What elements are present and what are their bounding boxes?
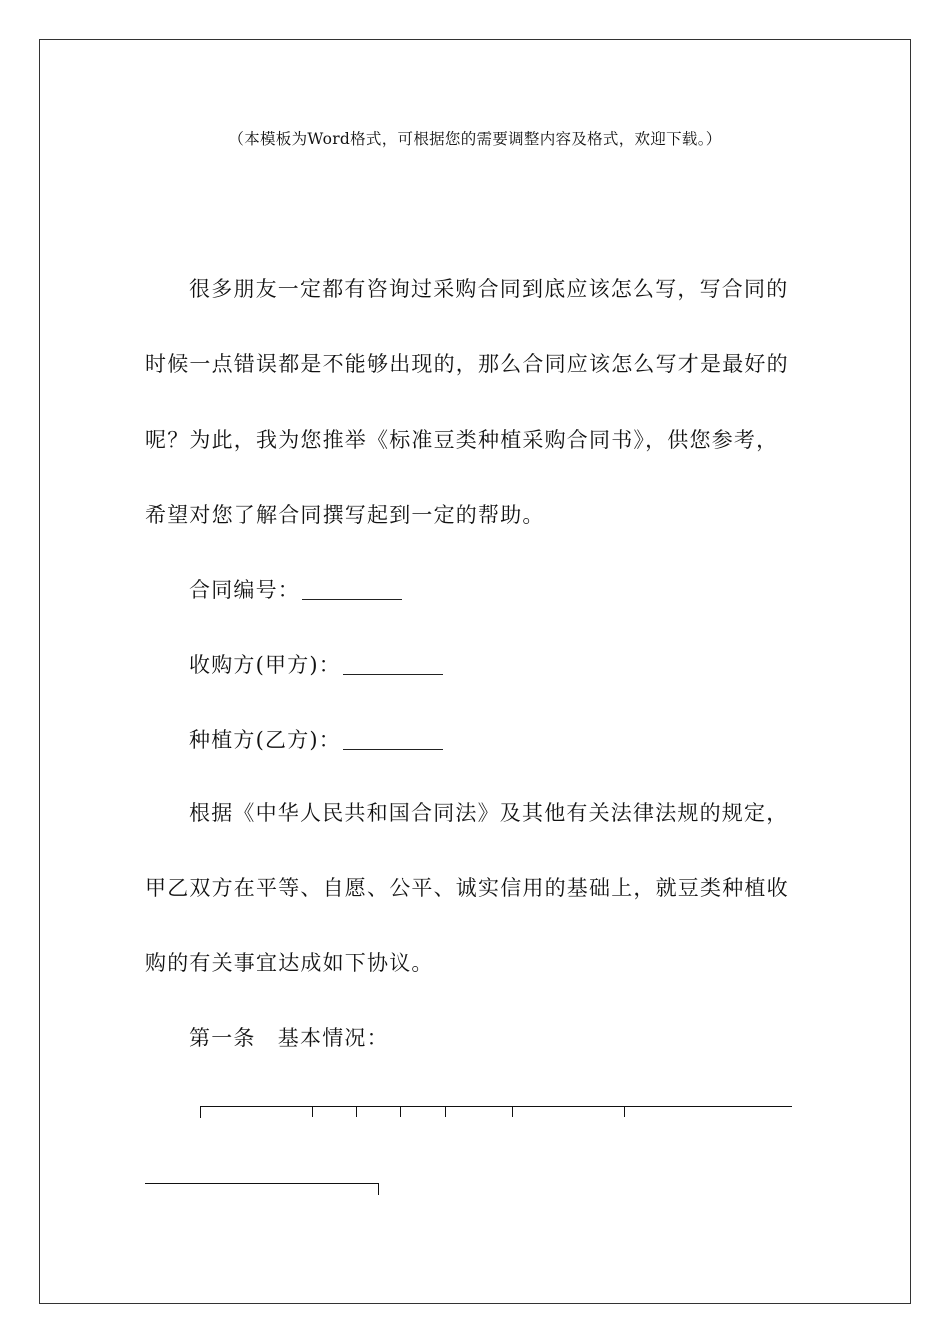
grower-label: 种植方(乙方)： — [189, 728, 341, 752]
buyer-field — [189, 650, 805, 680]
contract-number-field — [189, 575, 805, 605]
table-column-divider — [356, 1106, 357, 1117]
grower-blank — [343, 748, 443, 750]
preamble-line-3: 购的有关事宜达成如下协议。 — [145, 951, 434, 975]
contract-number-label: 合同编号： — [189, 578, 300, 602]
contract-number-blank — [302, 598, 402, 600]
intro-line-1: 很多朋友一定都有咨询过采购合同到底应该怎么写，写合同的 — [189, 277, 789, 301]
table-column-divider — [445, 1106, 446, 1117]
table-top-edge-continued — [145, 1183, 379, 1184]
article-1-heading: 第一条 基本情况： — [189, 1026, 389, 1050]
template-note: （本模板为Word格式，可根据您的需要调整内容及格式，欢迎下载。） — [228, 130, 722, 148]
table-column-divider — [624, 1106, 625, 1117]
grower-field — [189, 725, 805, 755]
table-column-divider — [512, 1106, 513, 1117]
preamble-line-2: 甲乙双方在平等、自愿、公平、诚实信用的基础上，就豆类种植收 — [145, 876, 789, 900]
buyer-label: 收购方(甲方)： — [189, 653, 341, 677]
table-top-edge — [200, 1106, 792, 1107]
intro-line-3: 呢？为此，我为您推举《标准豆类种植采购合同书》，供您参考， — [145, 428, 779, 452]
table-column-divider — [312, 1106, 313, 1117]
table-column-divider — [400, 1106, 401, 1117]
intro-line-2: 时候一点错误都是不能够出现的，那么合同应该怎么写才是最好的 — [145, 352, 789, 376]
table-corner-right — [378, 1183, 379, 1195]
preamble-line-1: 根据《中华人民共和国合同法》及其他有关法律法规的规定， — [189, 801, 789, 825]
intro-line-4: 希望对您了解合同撰写起到一定的帮助。 — [145, 503, 545, 527]
buyer-blank — [343, 673, 443, 675]
table-corner-left — [200, 1106, 201, 1118]
